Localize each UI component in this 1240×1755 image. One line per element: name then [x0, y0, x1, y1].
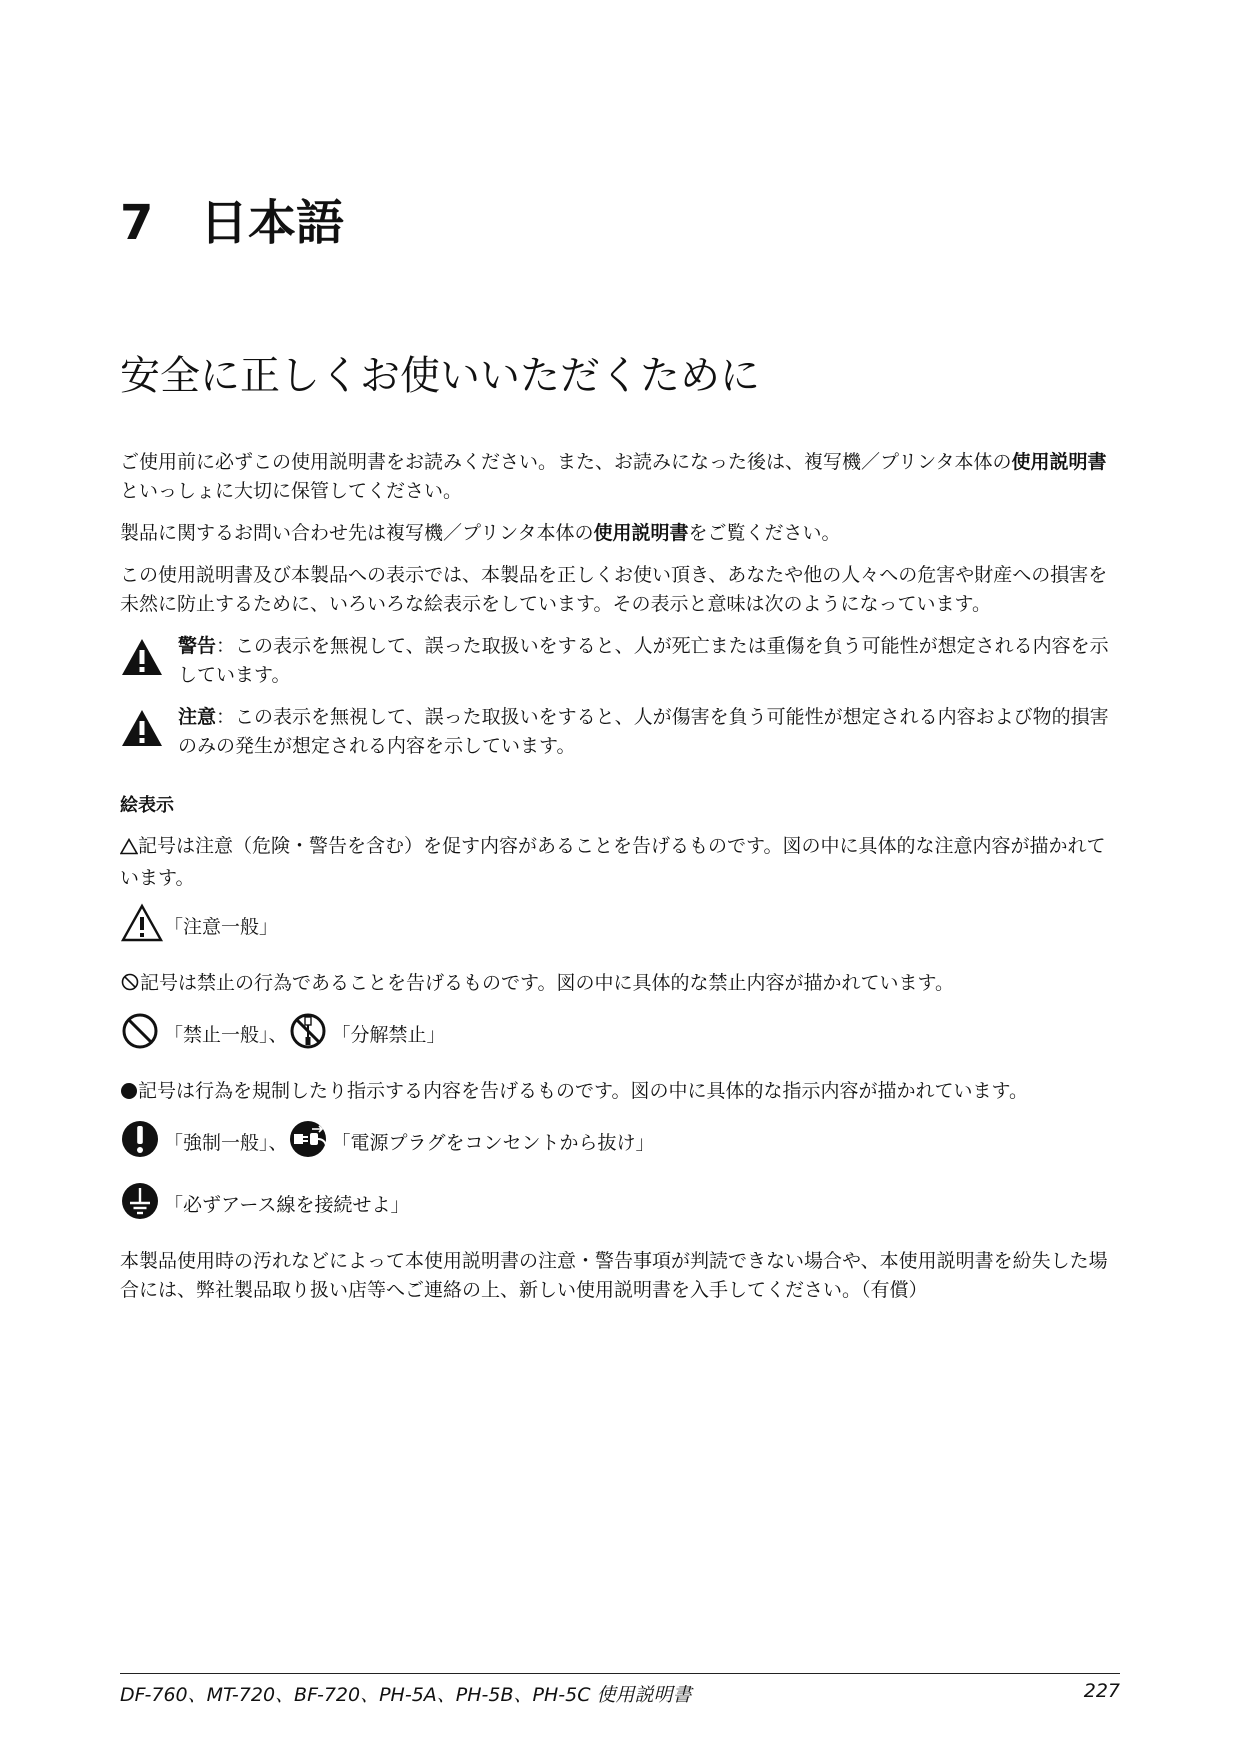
- unplug-icon: [288, 1119, 332, 1168]
- caution-general-row: [120, 907, 1120, 947]
- intro-p1-text: ご使用前に必ずこの使用説明書をお読みください。また、お読みになった後は、複写機／プリンタ本体の: [120, 451, 1012, 473]
- body-text: [120, 448, 1120, 1318]
- unplug-label: 「電源プラグをコンセントから抜け」: [331, 1131, 655, 1154]
- ground-icon: [120, 1181, 164, 1230]
- warning-triangle-icon: [120, 637, 178, 686]
- chapter-heading: [120, 193, 344, 253]
- small-filled-circle-icon: [120, 1080, 138, 1109]
- manual-reference: 使用説明書: [593, 522, 689, 544]
- warning-notice: [120, 632, 1120, 690]
- instruct-desc-text: 記号は行為を規制したり指示する内容を告げるものです。図の中に具体的な指示内容が描かれています。: [138, 1080, 1028, 1102]
- intro-paragraph-3: この使用説明書及び本製品への表示では、本製品を正しくお使い頂き、あなたや他の人々への危害や財産への損害を未然に防止するために、いろいろな絵表示をしています。その表示と意味は次のようになっています。: [120, 564, 1108, 615]
- page: [120, 0, 1120, 1755]
- caution-general-icon: [120, 903, 164, 952]
- caution-label: 注意: [178, 706, 217, 728]
- prohibit-description: [120, 969, 1120, 1001]
- prohibition-row: [120, 1015, 1120, 1055]
- chapter-title: 日本語: [200, 195, 345, 251]
- intro-paragraph-2: [120, 519, 1120, 548]
- small-prohibit-icon: [120, 972, 140, 1001]
- intro-p1-tail: といっしょに大切に保管してください。: [120, 480, 463, 502]
- mandatory-general-icon: [120, 1119, 164, 1168]
- warning-label: 警告: [178, 635, 217, 657]
- caution-notice: [120, 703, 1120, 761]
- section-title: 安全に正しくお使いいただくために: [120, 353, 760, 399]
- caution-general-label: 「注意一般」: [164, 915, 279, 938]
- intro-p2-text: 製品に関するお問い合わせ先は複写機／プリンタ本体の: [120, 522, 594, 544]
- mandatory-general-label: 「強制一般」、: [164, 1131, 288, 1154]
- chapter-number: 7: [120, 195, 154, 251]
- no-disassembly-icon: [288, 1011, 332, 1060]
- page-footer: [120, 1673, 1120, 1707]
- ground-row: [120, 1185, 1120, 1225]
- intro-paragraph-1: [120, 448, 1120, 506]
- instruction-description: [120, 1077, 1120, 1109]
- manual-reference: 使用説明書: [1011, 451, 1107, 473]
- prohibit-general-icon: [120, 1011, 164, 1060]
- no-disassembly-label: 「分解禁止」: [331, 1023, 446, 1046]
- prohibit-general-label: 「禁止一般」、: [164, 1023, 288, 1046]
- small-triangle-icon: [120, 835, 138, 864]
- triangle-description: [120, 832, 1120, 893]
- ground-label: 「必ずアース線を接続せよ」: [164, 1193, 410, 1216]
- page-number: 227: [1083, 1680, 1120, 1702]
- caution-text: ：この表示を無視して、誤った取扱いをすると、人が傷害を負う可能性が想定される内容および物的損害のみの発生が想定される内容を示しています。: [178, 706, 1109, 757]
- warning-text: ：この表示を無視して、誤った取扱いをすると、人が死亡または重傷を負う可能性が想定される内容を示しています。: [178, 635, 1109, 686]
- triangle-desc-text: 記号は注意（危険・警告を含む）を促す内容があることを告げるものです。図の中に具体的な注意内容が描かれています。: [120, 835, 1106, 889]
- closing-paragraph: 本製品使用時の汚れなどによって本使用説明書の注意・警告事項が判読できない場合や、本使用説明書を紛失した場合には、弊社製品取り扱い店等へご連絡の上、新しい使用説明書を入手してください。（有償）: [120, 1250, 1108, 1301]
- mandatory-row: [120, 1123, 1120, 1163]
- footer-title: DF-760、MT-720、BF-720、PH-5A、PH-5B、PH-5C 使用説明書: [120, 1684, 692, 1706]
- intro-p2-tail: をご覧ください。: [688, 522, 841, 544]
- pictograms-heading: 絵表示: [120, 795, 174, 816]
- prohibit-desc-text: 記号は禁止の行為であることを告げるものです。図の中に具体的な禁止内容が描かれています。: [140, 972, 954, 994]
- caution-triangle-icon: [120, 708, 178, 757]
